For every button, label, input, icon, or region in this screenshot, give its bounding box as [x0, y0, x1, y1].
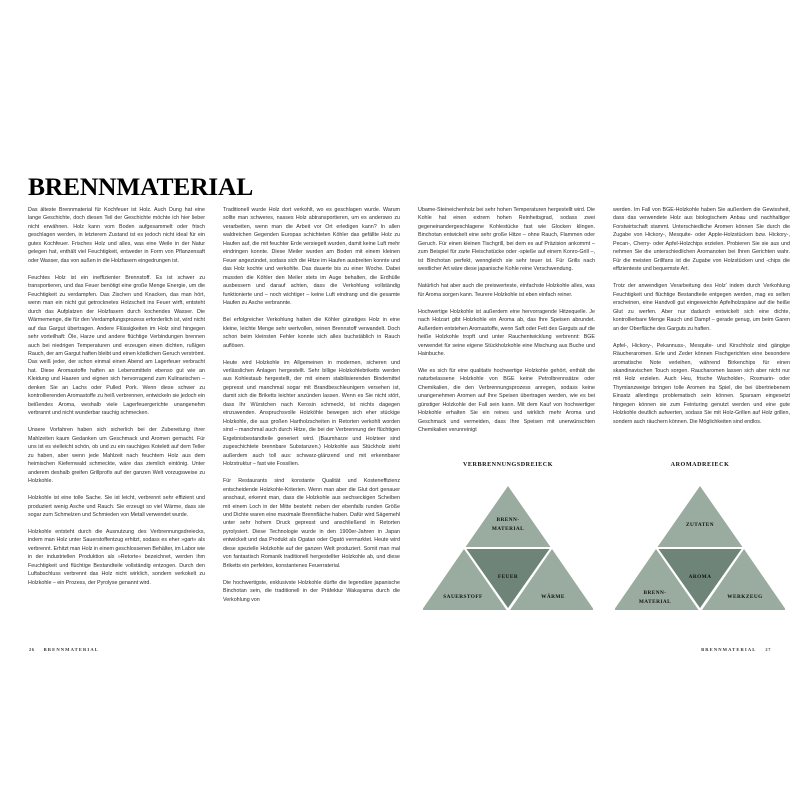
triangle-top-segment: [658, 486, 743, 547]
paragraph: Natürlich hat aber auch die preiswerteste, einfachste Holzkohle alles, was für Aroma sorgen kann. Teurere Holzkohle ist eben einfach reiner.: [418, 283, 595, 298]
paragraph: werden. Im Fall von BGE-Holzkohle haben Sie außerdem die Gewissheit, dass das verwendete Holz aus biologischem Anbau und nachhaltiger Forstwirtschaft stammt. Unterschiedliche Aromen können Sie durch die Zugabe von Hickory-, Mesquite- oder Apple-Holzstücken bzw. Hickory-, Pecan-, Cherry- oder Apfel-Holzchips erzielen. Probieren Sie sie aus und nehmen Sie die unterschiedlichen Aromanoten bei Ihren Gerichten wahr. Für die meisten Grillfans ist die Zugabe von Holzstücken und -chips die effizienteste und bequemste Art.: [613, 207, 790, 273]
paragraph: Trotz der anwendigen Verarbeitung des Holz' indem durch Verkohlung Feuchtigkeit und flüchtige Bestandteile entgegen werden, mag es selten erscheinen, eine Handvoll gut eingeweichte Apfelholzspäne auf die heiße Glut zu werfen. Aber nur dadurch entwickelt sich eine dichte, kontrollierbare Menge Rauch und Dampf – gerade genug, um beim Garen an der Oberfläche des Garguts zu haften.: [613, 283, 790, 332]
triangle-left-label: SAUERSTOFF: [443, 594, 483, 600]
triangle-top-label-line2: MATERIAL: [491, 526, 525, 532]
paragraph: Holzkohle entsteht durch die Ausnutzung des Verbrennungsdreiecks, indem man Holz unter Sauerstoffentzug erhitzt, sodass es eher »gart« als verbrennt. Erhitzt man Holz in einem geschlossenen Behälter, im Labor wie in der industriellen Produktion als »Retorte« bezeichnet, werden ihm Feuchtigkeit und flüchtige Bestandteile vollständig entzogen. Durch den Luftabschluss verbrennt das Holz nicht wirklich, sondern verkokelt zu Holzkohle – ein Prozess, der Pyrolyse genannt wird.: [28, 528, 205, 586]
paragraph: Das älteste Brennmaterial für Kochfeuer ist Holz. Auch Dung hat eine lange Geschichte, doch diesen Teil der Geschichte möchte ich hier lieber nicht erwähnen. Holz kann vom Boden aufgesammelt oder frisch geschlagen werden, in letzterem Zustand ist es jedoch nicht ideal für ein gutes Kochfeuer. Frisches Holz und alles, was eine Weile in der Natur gelegen hat, enthält viel Feuchtigkeit, entweder in Form von Pflanzensaft oder Wasser, das von außen in die Holzfasern eingedrungen ist.: [28, 207, 205, 264]
triangle-center-label: FEUER: [497, 574, 519, 580]
page-number: 26: [29, 647, 35, 652]
aroma-triangle-svg: [615, 482, 785, 612]
paragraph: Für Restaurants sind konstante Qualität und Kosteneffizienz entscheidende Holzkohle-Kriterien. Wenn man aber die Glut dort genauer anschaut, erkennt man, dass die Holzkohle aus sechseckigen Scheiben mit einem Loch in der Mitte besteht: neben der ebenfalls runden Größe und Dichte waren eine maximale Brennfläche haben. Dafür wird Sägemehl unter sehr hohem Druck gepresst und anschließend in Retorten pyrolysiert. Diese Technologie wurde in den 1900er-Jahren in Japan entwickelt und das Produkt als Ogatan oder Ogatö vermarktet. Heute wird diese spezielle Holzkohle auf der ganzen Welt produziert. Somit man mal von fantastisch Romanik traditionell hergestellter Holzkohle ab, und diese Briketts ein perfektes, konstantenes Feuerraterial.: [223, 478, 400, 569]
triangle-center-label: AROMA: [688, 574, 712, 580]
running-head: BRENNMATERIAL: [43, 647, 99, 652]
triangle-graphic: [423, 482, 593, 612]
triangle-left-label-line2: MATERIAL: [638, 599, 672, 605]
paragraph: Heute wird Holzkohle im Allgemeinen in modernen, sicheren und verlässlichen Anlagen hergestellt. Sehr billige Holzkohlebriketts werden aus Kohlestaub hergestellt, der mit einem stabilisierenden Bindemittel gepresst und manchmal sogar mit Brandbeschleunigern versehen ist, damit sich die Briketts leichter anzünden lassen. Wenn es Sie nicht stört, dass Ihr Würstchen nach Kerosin schmeckt, ist nichts dagegen einzuwenden. Anspruchsvolle Holzköhle bewegen sich eher stückige Holzkohle, die aus großen Hartholzscheiten in Retorten verkohlt worden sind – manchmal auch durch Hitze, die bei der Verbrennung der flüchtigen Ergebnisbestandteile generiert wird. (Baumharze und Holzteer sind zugeschichtete brennbare Substanzen.) Holzkohle aus Stückholz sieht außerdem auch toll aus: schwarz-glänzend und mit erkennbarer Holzstruktur – fast wie Fossilien.: [223, 359, 400, 468]
triangle-top-label-line1: BRENN-: [496, 517, 520, 523]
left-page-columns: [28, 206, 400, 604]
paragraph: Apfel-, Hickory-, Pekannuss-, Mesquite- und Kirschholz sind gängige Räucheraromen. Erle und Zeder können Fischgerichten eine besondere aromatische Note verleihen, während Birkenchips für einen skandinavischen Touch sorgen. Raucharomen lassen sich aber nicht nur mit Holz erzielen. Auch Heu, frische Wacholder-, Rosmarin- oder Thymianzweige bringen tolle Aromen ins Spiel, die bei übertriebenem Einsatz allerdings problematisch sein können. Sparsam eingesetzt hingegen können sie zum Feinturing genutzt werden und eine gute Holzkohle deutlich aufwerten, sodass Sie mit Holz-Grillen auf Holz grillen, sondern auch räuchern können. Die Möglichkeiten sind endlos.: [613, 342, 790, 425]
left-page-footer: [29, 647, 99, 652]
left-page: [28, 170, 400, 640]
right-page-footer: [701, 647, 771, 652]
aroma-triangle-diagram: [610, 460, 790, 615]
column-2: [223, 206, 400, 604]
column-1: [28, 206, 205, 604]
triangle-top-label-line1: ZUTATEN: [686, 522, 714, 528]
triangle-right-label: WÄRME: [541, 594, 565, 600]
paragraph: Unsere Vorfahren haben sich sicherlich bei der Zubereitung ihrer Mahlzeiten kaum Gedanken um Geschmack und Aromen gemacht. Für uns ist es vielleicht schön, ob und zu ein rauchiges Kotelett auf dem Teller zu haben, aber wenn jede Mahlzeit nach feuchtem Holz aus dem heimischen Kiefernwald schmeckte, wäre das ziemlich eintönig. Unter anderem deshalb greifen Grillprofis auf der ganzen Welt vorzugsweise zu Holzkohle.: [28, 427, 205, 485]
running-head: BRENNMATERIAL: [701, 647, 757, 652]
combustion-triangle-svg: [423, 482, 593, 612]
paragraph: Feuchtes Holz ist ein ineffizienter Brennstoff. Es ist schwer zu transportieren, und das Feuer benötigt eine große Menge Energie, um die Feuchtigkeit zu verdampfen. Das Zischen und Knacken, das man hört, wenn man ein nicht gut getrocknetes Holzscheit ins Feuer wirft, entsteht durch das Aufplatzen der Holzfasern durch kochendes Wasser. Die Wärmemenge, die für den Verdampfungsprozess erforderlich ist, wird nicht auf das Gargut übertragen. Andere Flüssigkeiten im Holz sind hingegen sehr vorteilhaft: Öle, Harze und andere flüchtige Verbindungen brennen auch bei niedrigen Temperaturen und erzeugen einen dichten, rußigen Rauch, der am Gargut haften bleibt und einen köstlichen Geruch verströmt. Das weiß jeder, der schon einmal einen Abend am Lagerfeuer verbracht hat. Diese Aromastoffe haften an Lebensmitteln ebenso gut wie an Kleidung und Haaren und eignen sich hervorragend zum Kulinarischen – denken Sie an Lachs oder Pulled Pork. Wenn diese schwer zu kontrollierenden Aromastoffe zu heiß verbrennen, entwickeln sie jedoch ein beißendes Aroma, weshalb viele Lagerfeuergerichte unangenehm verbrannt und nicht wunderbar rauchig schmecken.: [28, 274, 205, 417]
page-number: 27: [765, 647, 771, 652]
paragraph: Bei erfolgreicher Verkohlung hatten die Köhler günstiges Holz in eine kleine, leichte Menge sehr wertvollen, reinen Brennstoff verwandelt. Doch schon beim kleinsten Fehler konnte sich alles buchstäblich in Rauch auflösen.: [223, 317, 400, 349]
combustion-triangle-diagram: [418, 460, 598, 615]
right-page-columns: [418, 206, 790, 435]
diagram-area: [418, 460, 790, 615]
triangle-graphic: [615, 482, 785, 612]
page-title: BRENNMATERIAL: [28, 172, 254, 201]
column-4: [613, 206, 790, 435]
diagram-title: AROMADREIECK: [670, 462, 730, 468]
paragraph: Holzkohle ist eine tolle Sache. Sie ist leicht, verbrennt sehr effizient und produziert wenig Asche und Rauch. Sie erzeugt so viel Wärme, dass sie sogar zum Schmelzen und Schmieden von Metall verwendet wurde.: [28, 495, 205, 518]
paragraph: Hochwertige Holzkohle ist außerdem eine hervorragende Hitzequelle. Je nach Holzart gibt Holzkohle ein Aroma ab, das Ihre Speisen abrundet. Außerdem entstehen Aromastoffe, wenn Saft oder Fett des Garguts auf die heiße Holzkohle tropft und unter Rauchentwicklung verbrennt: BGE verwendet für seine eigene Stückholzkohle eine Mischung aus Buche und Hainbuche.: [418, 308, 595, 358]
triangle-left-label-line1: BRENN-: [643, 590, 667, 596]
paragraph: Die hochwertigste, exklusivste Holzkohle dürfte die legendäre japanische Binchotan sein, die traditionell in der Präfektur Wakayama durch die Verkohlung von: [223, 579, 400, 603]
diagram-title: VERBRENNUNGSDREIECK: [462, 462, 554, 468]
triangle-right-label: WERKZEUG: [727, 594, 763, 600]
column-3: [418, 206, 595, 435]
paragraph: Ubame-Steineichenholz bei sehr hohen Temperaturen hergestellt wird. Die Kohle hat einen extrem hohen Reinheitsgrad, sodass zwei gegeneinandergeschlagene Kohlestücke fast wie Glocken klingen. Binchotan entwickelt eine sehr große Hitze – ohne Rauch, Flammen oder Geruch. Für einen kleinen Tischgrill, bei dem es auf Präzision ankommt – zum Beispiel für zarte Fleischstücke oder -spieße auf einem Konro-Grill –, ist Binchotan perfekt, wenngleich sie sehr teuer ist. Für Grills nach westlicher Art wäre diese japanische Kohle reine Verschwendung.: [418, 207, 595, 273]
paragraph: Wie es sich für eine qualitativ hochwertige Holzkohle gehört, enthält die naturbelassene Holzkohle von BGE keine Petrolbrennsätze oder Chemikalien, die den Verbrennungsprozess anregen, sodass keine unangenehmen Aromen auf Ihre Speisen übertragen werden, wie es bei günstiger Holzkohle der Fall sein kann. Mit dem Kauf von hochwertiger Holzkohle erhalten Sie ein reines und wirklich mehr Aroma und Geschmack und vermeiden, dass Ihre Speisen mit unerwünschten Chemikalien verunreinigt: [418, 368, 595, 434]
paragraph: Traditionell wurde Holz dort verkohlt, wo es geschlagen wurde. Warum sollte man schweres, nasses Holz abtransportieren, um es anderswo zu verarbeiten, wenn man die Arbeit vor Ort erledigen kann? In allen waldreichen Gegenden Europas schichteten Köhler das gefällte Holz zu Haufen auf, die mit feuchter Erde versiegelt wurden, damit keine Luft mehr eindringen konnte. Diese Meiler wurden am Boden mit einem kleinen Feuer angezündet, sodass sich die Hitze im Haufen ausbreiten konnte und das Holz kochte und verkohlte. Das dauerte bis zu einer Woche. Dabei mussten die Köhler den Meiler stets im Auge behalten, die Erdhülle ausbessern und darauf achten, dass die Verkohlung vollständig funktionierte und – noch wichtiger – keine Luft eindrang und die gesamte Haufen zu Asche verbrannte.: [223, 207, 400, 307]
